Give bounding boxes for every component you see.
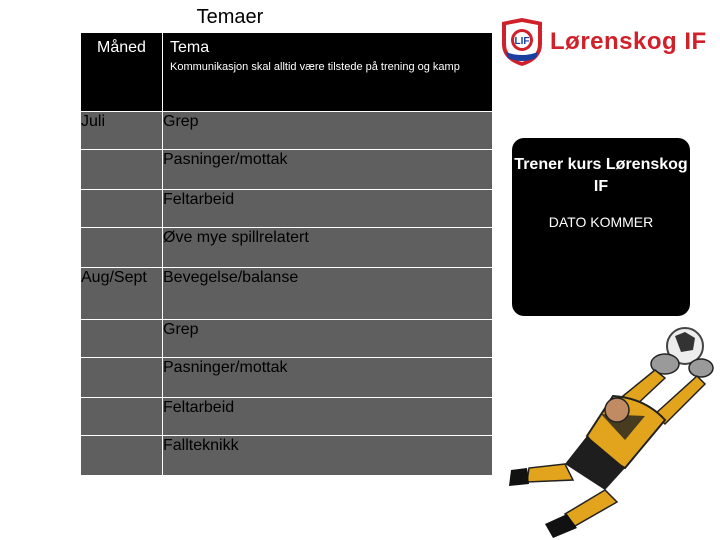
month-cell <box>81 320 163 358</box>
topic-cell: Pasninger/mottak <box>163 150 493 190</box>
table-row <box>81 112 493 150</box>
svg-text:LIF: LIF <box>514 36 530 47</box>
course-title: Trener kurs Lørenskog IF <box>514 156 688 195</box>
table-row <box>81 358 493 398</box>
course-date: DATO KOMMER <box>548 214 654 230</box>
slide-title: Temaer <box>196 6 264 28</box>
month-cell <box>81 150 163 190</box>
month-column-header: Måned <box>81 33 163 112</box>
table-row <box>81 398 493 436</box>
table-row <box>81 320 493 358</box>
month-cell <box>81 190 163 228</box>
topic-cell: Grep <box>163 112 493 150</box>
club-logo-text: Lørenskog IF <box>550 28 707 55</box>
topic-header-label: Tema <box>170 39 210 56</box>
table-row <box>81 436 493 476</box>
table-row <box>81 268 493 320</box>
club-badge-icon <box>498 16 546 68</box>
club-logo <box>498 16 714 68</box>
topic-cell: Øve mye spillrelatert <box>163 228 493 268</box>
topic-cell: Feltarbeid <box>163 398 493 436</box>
topic-cell: Fallteknikk <box>163 436 493 476</box>
table-row <box>81 190 493 228</box>
topics-table <box>80 32 493 476</box>
month-cell <box>81 228 163 268</box>
month-cell: Juli <box>81 112 163 150</box>
topic-cell: Feltarbeid <box>163 190 493 228</box>
topic-cell: Pasninger/mottak <box>163 358 493 398</box>
month-cell <box>81 436 163 476</box>
month-cell <box>81 398 163 436</box>
topic-header-note: Kommunikasjon skal alltid være tilstede på trening og kamp <box>170 61 460 73</box>
table-row <box>81 150 493 190</box>
course-info-box <box>512 138 690 316</box>
topic-column-header <box>163 33 493 112</box>
table-header-row <box>81 33 493 112</box>
goalkeeper-illustration <box>505 318 720 540</box>
month-cell <box>81 358 163 398</box>
topic-cell: Bevegelse/balanse <box>163 268 493 320</box>
topic-cell: Grep <box>163 320 493 358</box>
table-row <box>81 228 493 268</box>
month-cell: Aug/Sept <box>81 268 163 320</box>
